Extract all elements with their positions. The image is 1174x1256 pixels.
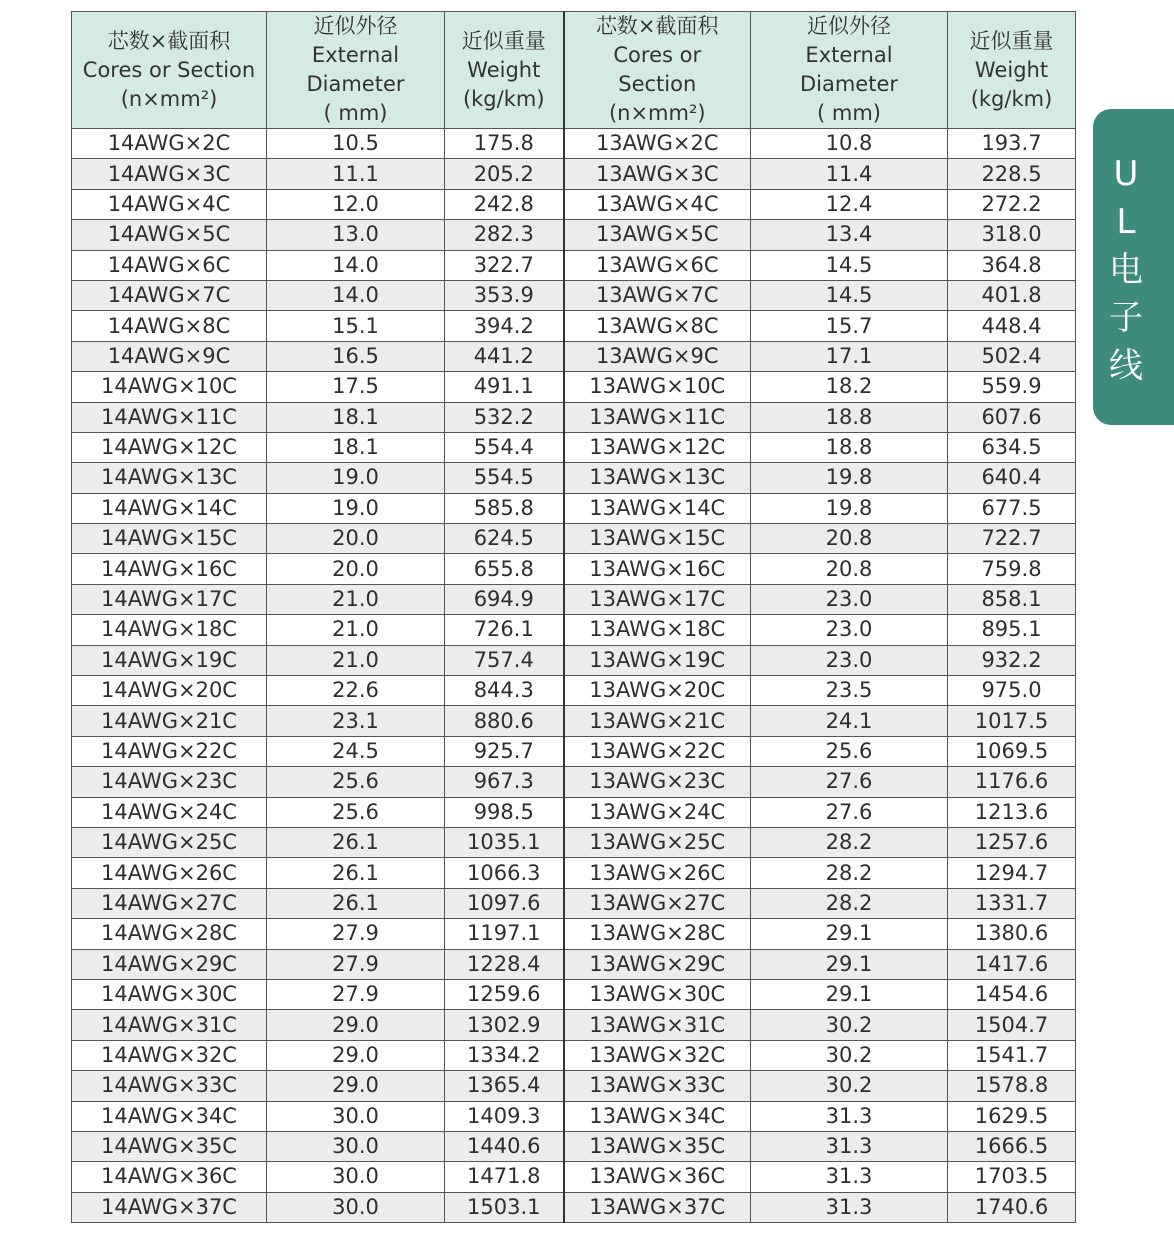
cell-cores-13awg: 13AWG×23C (564, 767, 751, 797)
cell-diameter-14awg: 27.9 (267, 979, 445, 1009)
cell-weight-13awg: 1629.5 (948, 1101, 1076, 1131)
table-row (72, 493, 1076, 523)
table-row (72, 919, 1076, 949)
cell-diameter-14awg: 27.9 (267, 949, 445, 979)
cell-diameter-13awg: 27.6 (751, 767, 948, 797)
header-diameter-left (267, 12, 445, 129)
cell-weight-13awg: 1213.6 (948, 797, 1076, 827)
header-label-cn: 近似重量 (969, 28, 1054, 53)
cell-weight-13awg: 1257.6 (948, 827, 1076, 857)
cell-weight-14awg: 1302.9 (445, 1010, 564, 1040)
cell-cores-14awg: 14AWG×5C (72, 220, 267, 250)
table-row (72, 949, 1076, 979)
cell-cores-13awg: 13AWG×11C (564, 402, 751, 432)
cell-weight-14awg: 205.2 (445, 159, 564, 189)
side-tab-char: 子 (1109, 298, 1143, 338)
table-header (72, 12, 1076, 129)
table-row (72, 372, 1076, 402)
cell-cores-13awg: 13AWG×21C (564, 706, 751, 736)
header-label-unit: ( mm) (323, 101, 388, 125)
cell-diameter-14awg: 12.0 (267, 189, 445, 219)
cell-cores-13awg: 13AWG×34C (564, 1101, 751, 1131)
cell-diameter-14awg: 29.0 (267, 1040, 445, 1070)
cell-diameter-14awg: 22.6 (267, 676, 445, 706)
cell-weight-13awg: 193.7 (948, 129, 1076, 159)
cell-cores-14awg: 14AWG×8C (72, 311, 267, 341)
cell-diameter-13awg: 31.3 (751, 1192, 948, 1222)
cell-diameter-13awg: 31.3 (751, 1162, 948, 1192)
cell-cores-14awg: 14AWG×22C (72, 736, 267, 766)
cell-weight-13awg: 1294.7 (948, 858, 1076, 888)
cell-cores-14awg: 14AWG×21C (72, 706, 267, 736)
cell-weight-14awg: 880.6 (445, 706, 564, 736)
cell-cores-14awg: 14AWG×17C (72, 584, 267, 614)
cell-diameter-14awg: 15.1 (267, 311, 445, 341)
header-label-en: Weight (974, 57, 1049, 82)
cell-diameter-14awg: 30.0 (267, 1101, 445, 1131)
cell-cores-14awg: 14AWG×25C (72, 827, 267, 857)
cell-weight-14awg: 532.2 (445, 402, 564, 432)
cell-cores-13awg: 13AWG×3C (564, 159, 751, 189)
cell-cores-14awg: 14AWG×14C (72, 493, 267, 523)
cell-weight-14awg: 1197.1 (445, 919, 564, 949)
cell-weight-14awg: 1440.6 (445, 1131, 564, 1161)
cell-cores-13awg: 13AWG×26C (564, 858, 751, 888)
cell-diameter-13awg: 19.8 (751, 463, 948, 493)
cell-weight-13awg: 502.4 (948, 341, 1076, 371)
header-weight-right (948, 12, 1076, 129)
cell-cores-14awg: 14AWG×27C (72, 888, 267, 918)
cell-cores-14awg: 14AWG×31C (72, 1010, 267, 1040)
cell-cores-14awg: 14AWG×19C (72, 645, 267, 675)
cell-weight-14awg: 175.8 (445, 129, 564, 159)
cell-weight-14awg: 282.3 (445, 220, 564, 250)
cell-diameter-14awg: 21.0 (267, 645, 445, 675)
cell-diameter-13awg: 18.8 (751, 432, 948, 462)
side-tab-char: L (1116, 202, 1136, 242)
header-label-cn: 近似外径 (313, 14, 398, 38)
cell-weight-13awg: 1740.6 (948, 1192, 1076, 1222)
cell-cores-13awg: 13AWG×13C (564, 463, 751, 493)
cell-diameter-13awg: 18.2 (751, 372, 948, 402)
cell-diameter-14awg: 30.0 (267, 1192, 445, 1222)
cell-cores-14awg: 14AWG×24C (72, 797, 267, 827)
cell-diameter-13awg: 28.2 (751, 827, 948, 857)
cell-weight-13awg: 559.9 (948, 372, 1076, 402)
cell-cores-14awg: 14AWG×32C (72, 1040, 267, 1070)
cell-diameter-14awg: 30.0 (267, 1162, 445, 1192)
cell-diameter-14awg: 26.1 (267, 827, 445, 857)
side-tab-char: 电 (1109, 250, 1143, 290)
cell-diameter-13awg: 14.5 (751, 250, 948, 280)
cell-weight-13awg: 640.4 (948, 463, 1076, 493)
cell-diameter-13awg: 15.7 (751, 311, 948, 341)
header-label-en: External (805, 43, 893, 67)
cell-weight-14awg: 242.8 (445, 189, 564, 219)
header-label-en: Cores or Section (82, 57, 256, 82)
header-label-en: Weight (467, 57, 541, 82)
cell-cores-14awg: 14AWG×34C (72, 1101, 267, 1131)
cell-weight-14awg: 491.1 (445, 372, 564, 402)
cell-cores-13awg: 13AWG×4C (564, 189, 751, 219)
cell-weight-13awg: 895.1 (948, 615, 1076, 645)
table-row (72, 1131, 1076, 1161)
table-row (72, 676, 1076, 706)
cell-weight-14awg: 353.9 (445, 280, 564, 310)
header-weight-left (445, 12, 564, 129)
cell-diameter-13awg: 31.3 (751, 1131, 948, 1161)
cell-diameter-14awg: 26.1 (267, 888, 445, 918)
cell-diameter-14awg: 20.0 (267, 554, 445, 584)
cell-cores-14awg: 14AWG×10C (72, 372, 267, 402)
cell-weight-13awg: 1417.6 (948, 949, 1076, 979)
header-label-en: Section (618, 72, 697, 96)
cell-diameter-13awg: 25.6 (751, 736, 948, 766)
header-label-unit: (n×mm²) (608, 101, 706, 125)
cell-weight-14awg: 1259.6 (445, 979, 564, 1009)
cell-diameter-13awg: 19.8 (751, 493, 948, 523)
cell-diameter-13awg: 14.5 (751, 280, 948, 310)
table-row (72, 888, 1076, 918)
cell-weight-14awg: 998.5 (445, 797, 564, 827)
table-row (72, 1192, 1076, 1222)
cell-weight-13awg: 759.8 (948, 554, 1076, 584)
cell-cores-13awg: 13AWG×31C (564, 1010, 751, 1040)
cell-diameter-13awg: 20.8 (751, 554, 948, 584)
cell-diameter-13awg: 13.4 (751, 220, 948, 250)
cell-cores-13awg: 13AWG×5C (564, 220, 751, 250)
cell-cores-14awg: 14AWG×20C (72, 676, 267, 706)
cell-diameter-13awg: 28.2 (751, 858, 948, 888)
header-cores-section-left (72, 12, 267, 129)
header-label-unit: (kg/km) (462, 86, 545, 111)
cell-diameter-13awg: 27.6 (751, 797, 948, 827)
cell-diameter-14awg: 26.1 (267, 858, 445, 888)
cell-weight-13awg: 975.0 (948, 676, 1076, 706)
table-row (72, 432, 1076, 462)
header-label-unit: (n×mm²) (120, 86, 218, 111)
cell-weight-14awg: 1409.3 (445, 1101, 564, 1131)
cell-diameter-13awg: 23.0 (751, 615, 948, 645)
cell-weight-14awg: 694.9 (445, 584, 564, 614)
table-row (72, 1101, 1076, 1131)
table-row (72, 220, 1076, 250)
cell-diameter-13awg: 28.2 (751, 888, 948, 918)
cell-diameter-14awg: 27.9 (267, 919, 445, 949)
cell-diameter-14awg: 10.5 (267, 129, 445, 159)
table-row (72, 280, 1076, 310)
cell-diameter-13awg: 23.0 (751, 584, 948, 614)
cell-weight-14awg: 1365.4 (445, 1071, 564, 1101)
cell-weight-14awg: 322.7 (445, 250, 564, 280)
cell-weight-13awg: 634.5 (948, 432, 1076, 462)
cell-cores-13awg: 13AWG×20C (564, 676, 751, 706)
cell-cores-14awg: 14AWG×35C (72, 1131, 267, 1161)
cell-weight-14awg: 441.2 (445, 341, 564, 371)
table-row (72, 584, 1076, 614)
table-row (72, 645, 1076, 675)
cell-diameter-14awg: 25.6 (267, 797, 445, 827)
cell-diameter-13awg: 30.2 (751, 1071, 948, 1101)
cell-cores-14awg: 14AWG×13C (72, 463, 267, 493)
cell-diameter-13awg: 24.1 (751, 706, 948, 736)
side-tab-char: U (1113, 154, 1139, 194)
cell-diameter-13awg: 30.2 (751, 1040, 948, 1070)
table-row (72, 159, 1076, 189)
cell-cores-13awg: 13AWG×28C (564, 919, 751, 949)
table-row (72, 250, 1076, 280)
cell-diameter-13awg: 17.1 (751, 341, 948, 371)
cell-diameter-14awg: 19.0 (267, 463, 445, 493)
cell-weight-13awg: 1666.5 (948, 1131, 1076, 1161)
cell-weight-13awg: 1578.8 (948, 1071, 1076, 1101)
header-label-cn: 近似外径 (807, 14, 891, 38)
cell-cores-14awg: 14AWG×33C (72, 1071, 267, 1101)
cell-weight-14awg: 1228.4 (445, 949, 564, 979)
cell-cores-13awg: 13AWG×22C (564, 736, 751, 766)
cell-cores-13awg: 13AWG×33C (564, 1071, 751, 1101)
table-row (72, 524, 1076, 554)
cell-cores-13awg: 13AWG×32C (564, 1040, 751, 1070)
cell-cores-13awg: 13AWG×17C (564, 584, 751, 614)
cell-cores-14awg: 14AWG×11C (72, 402, 267, 432)
cell-cores-13awg: 13AWG×14C (564, 493, 751, 523)
table-row (72, 1162, 1076, 1192)
cell-cores-14awg: 14AWG×28C (72, 919, 267, 949)
table-row (72, 1071, 1076, 1101)
cell-weight-14awg: 394.2 (445, 311, 564, 341)
cell-diameter-14awg: 20.0 (267, 524, 445, 554)
cell-weight-13awg: 272.2 (948, 189, 1076, 219)
cell-diameter-14awg: 17.5 (267, 372, 445, 402)
cell-weight-14awg: 1066.3 (445, 858, 564, 888)
cell-cores-14awg: 14AWG×3C (72, 159, 267, 189)
cell-weight-13awg: 1703.5 (948, 1162, 1076, 1192)
cell-diameter-14awg: 16.5 (267, 341, 445, 371)
cell-diameter-14awg: 11.1 (267, 159, 445, 189)
cell-diameter-13awg: 10.8 (751, 129, 948, 159)
header-label-unit: (kg/km) (970, 86, 1053, 111)
table-row (72, 341, 1076, 371)
cell-diameter-14awg: 23.1 (267, 706, 445, 736)
table-row (72, 463, 1076, 493)
header-label-unit: ( mm) (817, 101, 881, 125)
cell-weight-13awg: 1331.7 (948, 888, 1076, 918)
header-label-en: External (311, 43, 400, 67)
cell-weight-13awg: 1017.5 (948, 706, 1076, 736)
cell-weight-14awg: 925.7 (445, 736, 564, 766)
cell-cores-14awg: 14AWG×7C (72, 280, 267, 310)
cell-weight-13awg: 1176.6 (948, 767, 1076, 797)
cell-weight-14awg: 1334.2 (445, 1040, 564, 1070)
cell-cores-13awg: 13AWG×27C (564, 888, 751, 918)
cell-diameter-14awg: 14.0 (267, 250, 445, 280)
cell-weight-13awg: 1380.6 (948, 919, 1076, 949)
table-row (72, 129, 1076, 159)
cell-weight-14awg: 1035.1 (445, 827, 564, 857)
cell-weight-14awg: 844.3 (445, 676, 564, 706)
cell-cores-14awg: 14AWG×36C (72, 1162, 267, 1192)
cell-diameter-14awg: 13.0 (267, 220, 445, 250)
cell-cores-13awg: 13AWG×15C (564, 524, 751, 554)
cell-weight-13awg: 364.8 (948, 250, 1076, 280)
cell-cores-14awg: 14AWG×30C (72, 979, 267, 1009)
cell-cores-14awg: 14AWG×4C (72, 189, 267, 219)
cell-diameter-13awg: 18.8 (751, 402, 948, 432)
table-row (72, 554, 1076, 584)
cell-weight-14awg: 655.8 (445, 554, 564, 584)
cell-diameter-13awg: 31.3 (751, 1101, 948, 1131)
header-label-en: Diameter (799, 72, 899, 96)
cell-weight-13awg: 401.8 (948, 280, 1076, 310)
table-row (72, 615, 1076, 645)
cell-weight-13awg: 1069.5 (948, 736, 1076, 766)
cell-weight-13awg: 448.4 (948, 311, 1076, 341)
cell-cores-13awg: 13AWG×35C (564, 1131, 751, 1161)
cell-weight-13awg: 1541.7 (948, 1040, 1076, 1070)
cell-cores-13awg: 13AWG×7C (564, 280, 751, 310)
table-row (72, 797, 1076, 827)
header-label-cn: 芯数×截面积 (595, 14, 719, 38)
cell-cores-14awg: 14AWG×23C (72, 767, 267, 797)
cell-cores-13awg: 13AWG×8C (564, 311, 751, 341)
cell-cores-14awg: 14AWG×2C (72, 129, 267, 159)
cell-weight-14awg: 1471.8 (445, 1162, 564, 1192)
cell-cores-13awg: 13AWG×18C (564, 615, 751, 645)
table-row (72, 1040, 1076, 1070)
cell-diameter-13awg: 29.1 (751, 919, 948, 949)
cell-cores-13awg: 13AWG×24C (564, 797, 751, 827)
side-tab-char: 线 (1109, 346, 1143, 386)
cell-weight-14awg: 1097.6 (445, 888, 564, 918)
header-label-cn: 近似重量 (461, 28, 546, 53)
cell-cores-14awg: 14AWG×15C (72, 524, 267, 554)
cell-diameter-14awg: 29.0 (267, 1071, 445, 1101)
table-row (72, 827, 1076, 857)
cell-diameter-13awg: 30.2 (751, 1010, 948, 1040)
cell-cores-13awg: 13AWG×37C (564, 1192, 751, 1222)
cell-cores-14awg: 14AWG×18C (72, 615, 267, 645)
cell-cores-13awg: 13AWG×12C (564, 432, 751, 462)
cell-cores-13awg: 13AWG×36C (564, 1162, 751, 1192)
cell-weight-14awg: 967.3 (445, 767, 564, 797)
cell-diameter-13awg: 29.1 (751, 949, 948, 979)
cell-diameter-13awg: 12.4 (751, 189, 948, 219)
table-row (72, 767, 1076, 797)
header-label-cn: 芯数×截面积 (107, 28, 231, 53)
table-row (72, 1010, 1076, 1040)
cell-weight-14awg: 554.4 (445, 432, 564, 462)
cell-cores-13awg: 13AWG×10C (564, 372, 751, 402)
cell-diameter-14awg: 30.0 (267, 1131, 445, 1161)
cell-diameter-14awg: 21.0 (267, 584, 445, 614)
cell-cores-13awg: 13AWG×6C (564, 250, 751, 280)
header-diameter-right (751, 12, 948, 129)
header-row (72, 12, 1076, 129)
cell-diameter-14awg: 19.0 (267, 493, 445, 523)
cell-weight-13awg: 677.5 (948, 493, 1076, 523)
table-row (72, 706, 1076, 736)
cell-diameter-14awg: 21.0 (267, 615, 445, 645)
cell-cores-13awg: 13AWG×30C (564, 979, 751, 1009)
cell-cores-14awg: 14AWG×9C (72, 341, 267, 371)
cell-weight-14awg: 726.1 (445, 615, 564, 645)
table-row (72, 311, 1076, 341)
cell-diameter-14awg: 25.6 (267, 767, 445, 797)
cell-diameter-13awg: 23.5 (751, 676, 948, 706)
cell-cores-13awg: 13AWG×29C (564, 949, 751, 979)
cell-diameter-13awg: 11.4 (751, 159, 948, 189)
cell-cores-14awg: 14AWG×12C (72, 432, 267, 462)
cell-cores-13awg: 13AWG×9C (564, 341, 751, 371)
cell-weight-14awg: 554.5 (445, 463, 564, 493)
cell-diameter-14awg: 24.5 (267, 736, 445, 766)
table-row (72, 979, 1076, 1009)
cell-diameter-14awg: 14.0 (267, 280, 445, 310)
cell-diameter-13awg: 20.8 (751, 524, 948, 554)
cell-diameter-14awg: 29.0 (267, 1010, 445, 1040)
cell-cores-14awg: 14AWG×29C (72, 949, 267, 979)
cell-weight-14awg: 624.5 (445, 524, 564, 554)
cell-cores-13awg: 13AWG×2C (564, 129, 751, 159)
cell-cores-13awg: 13AWG×16C (564, 554, 751, 584)
cell-cores-13awg: 13AWG×19C (564, 645, 751, 675)
cell-cores-13awg: 13AWG×25C (564, 827, 751, 857)
cable-spec-table (71, 11, 1076, 1223)
cell-diameter-14awg: 18.1 (267, 432, 445, 462)
cell-cores-14awg: 14AWG×16C (72, 554, 267, 584)
cell-diameter-13awg: 23.0 (751, 645, 948, 675)
cell-cores-14awg: 14AWG×26C (72, 858, 267, 888)
cell-weight-14awg: 585.8 (445, 493, 564, 523)
cell-weight-13awg: 858.1 (948, 584, 1076, 614)
cell-weight-13awg: 722.7 (948, 524, 1076, 554)
table-row (72, 858, 1076, 888)
cell-diameter-14awg: 18.1 (267, 402, 445, 432)
cell-weight-13awg: 318.0 (948, 220, 1076, 250)
header-label-en: Cores or (613, 43, 702, 67)
cell-weight-14awg: 1503.1 (445, 1192, 564, 1222)
cell-cores-14awg: 14AWG×37C (72, 1192, 267, 1222)
table-body (72, 129, 1076, 1223)
side-category-label (1106, 150, 1146, 390)
cell-weight-13awg: 228.5 (948, 159, 1076, 189)
cell-cores-14awg: 14AWG×6C (72, 250, 267, 280)
header-label-en: Diameter (306, 72, 405, 96)
cell-weight-14awg: 757.4 (445, 645, 564, 675)
header-cores-section-right (564, 12, 751, 129)
cell-diameter-13awg: 29.1 (751, 979, 948, 1009)
cell-weight-13awg: 932.2 (948, 645, 1076, 675)
table-row (72, 189, 1076, 219)
table-row (72, 402, 1076, 432)
cell-weight-13awg: 607.6 (948, 402, 1076, 432)
cell-weight-13awg: 1454.6 (948, 979, 1076, 1009)
cell-weight-13awg: 1504.7 (948, 1010, 1076, 1040)
table-row (72, 736, 1076, 766)
